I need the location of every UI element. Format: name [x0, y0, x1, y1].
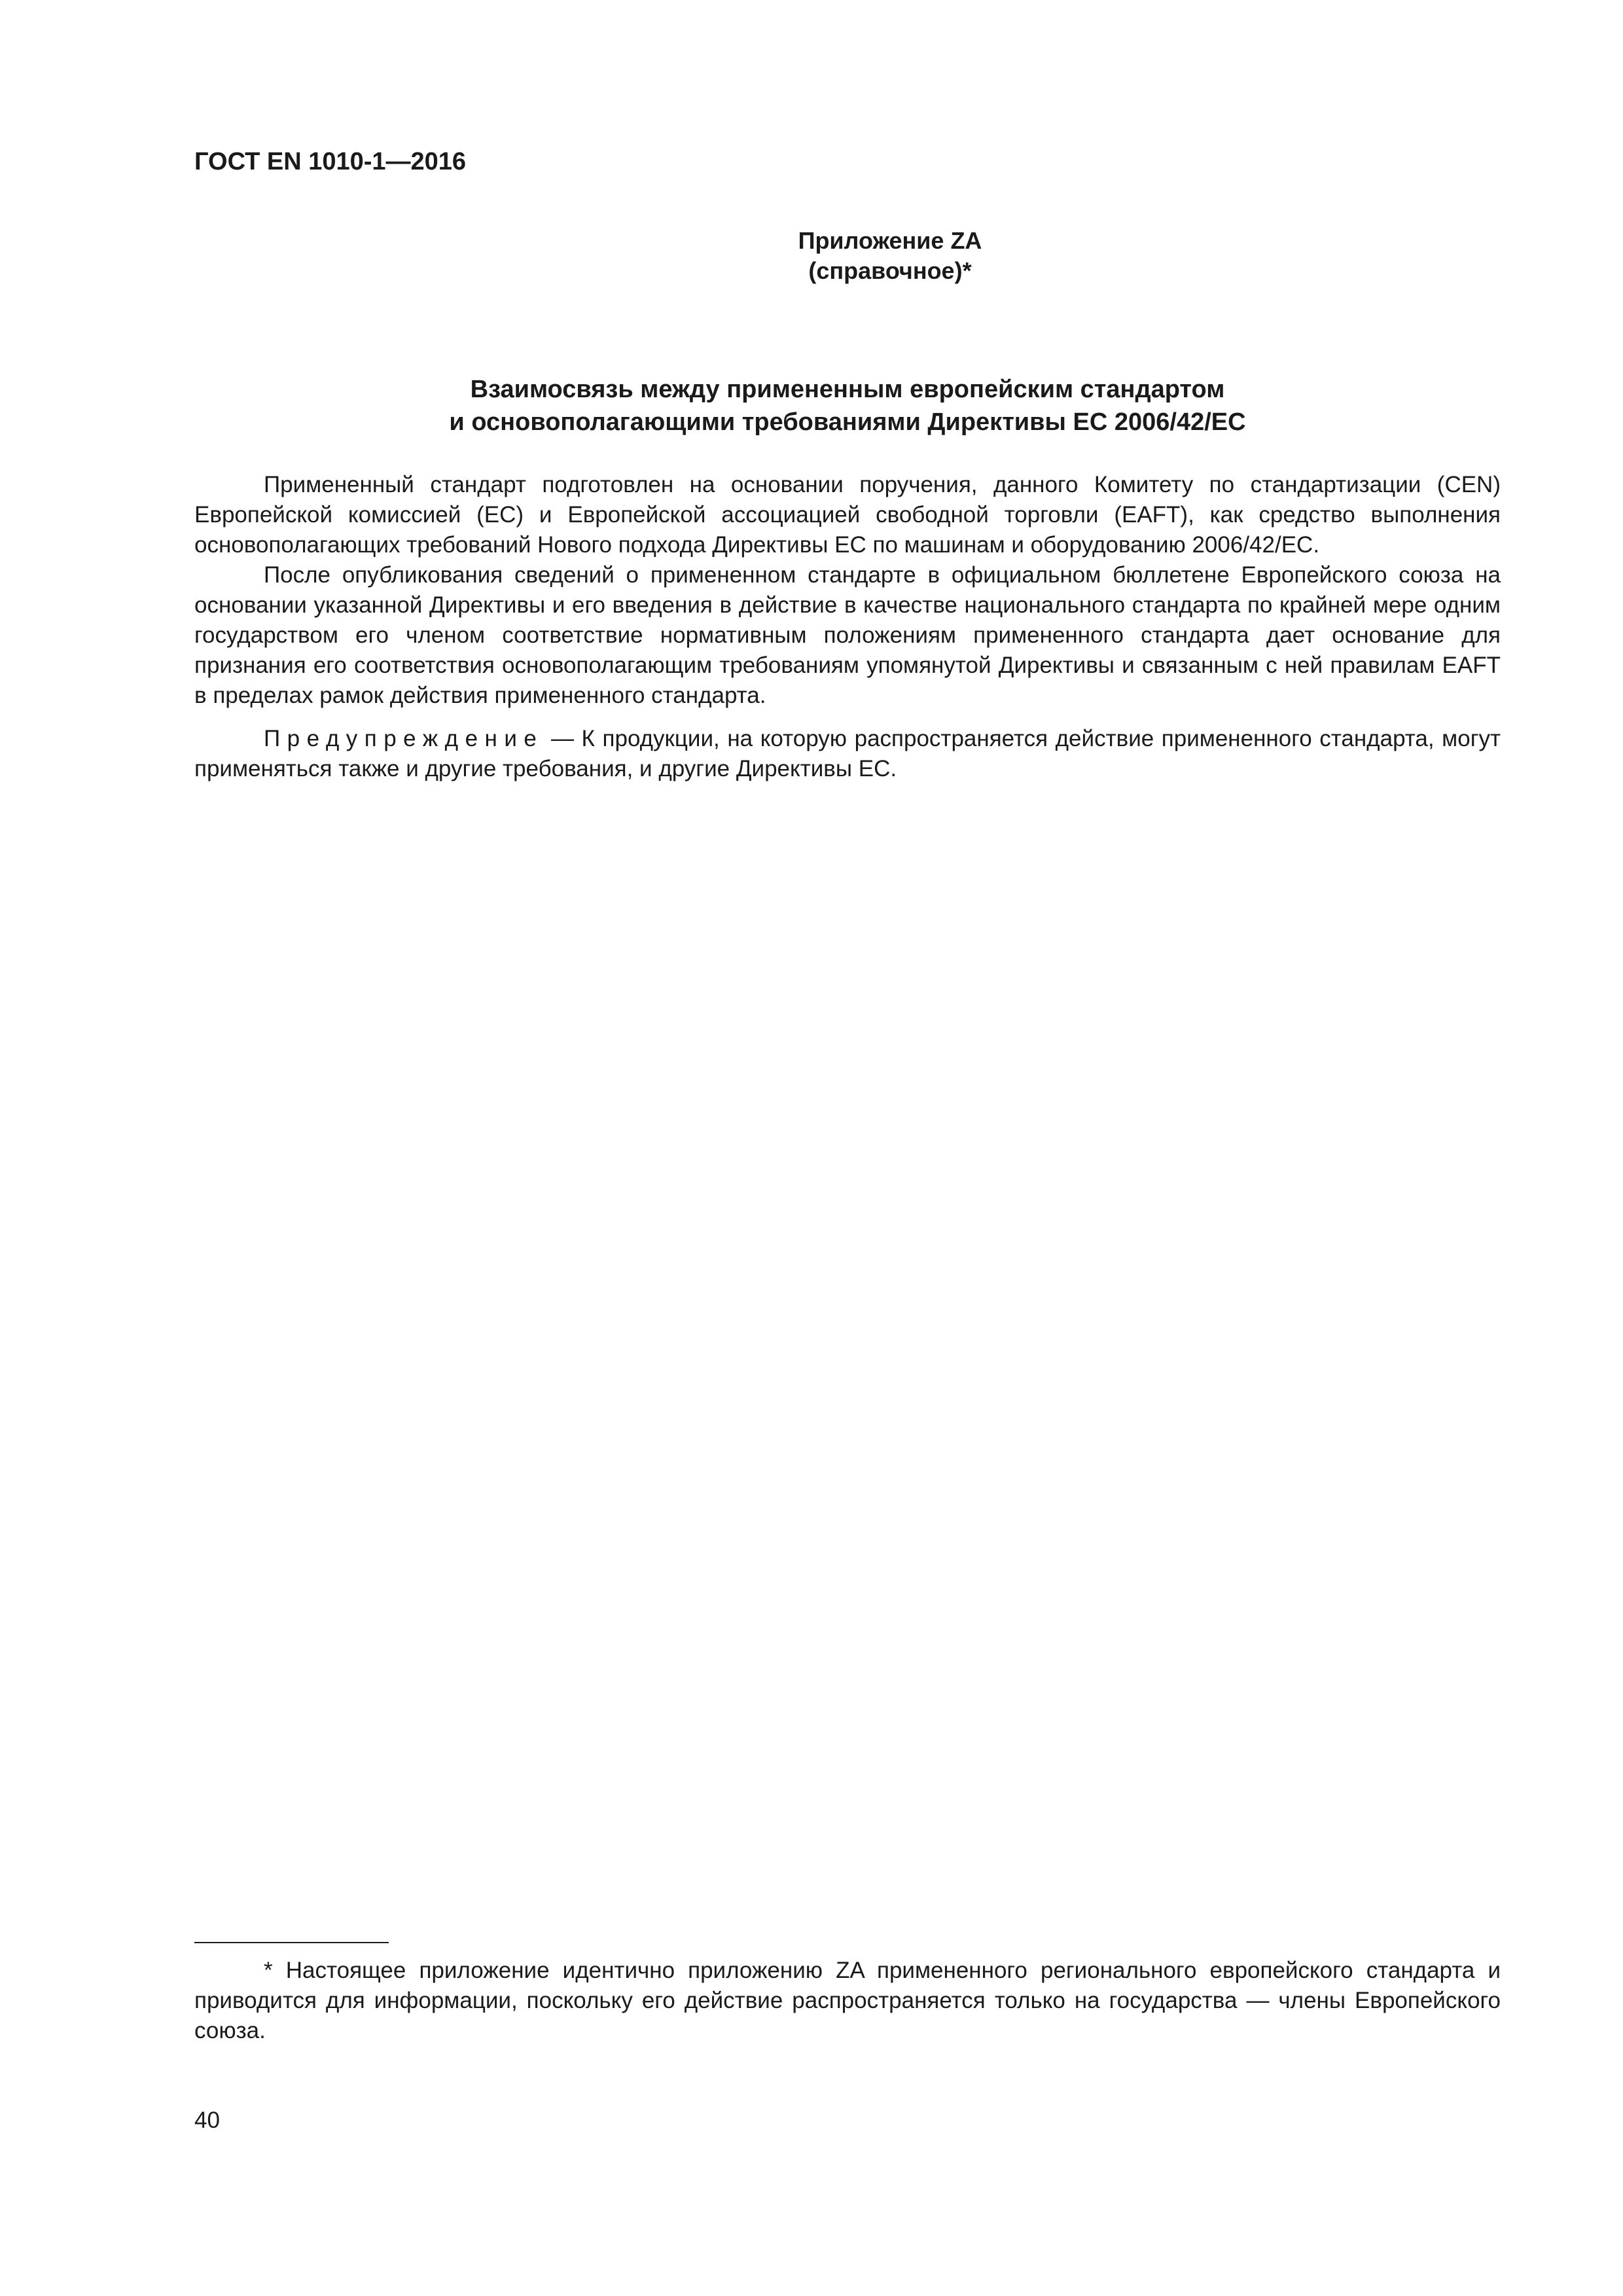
- section-title-line1: Взаимосвязь между примененным европейским стандартом: [470, 376, 1225, 403]
- section-title: [194, 373, 1501, 439]
- annex-status: (справочное)*: [808, 257, 972, 284]
- footnote-text: * Настоящее приложение идентично приложению ZA примененного регионального европейского стандарта и приводится для информации, поскольку его действие распространяется только на государства — члены Европейского союза.: [194, 1958, 1501, 2043]
- document-code-header: ГОСТ EN 1010-1—2016: [194, 148, 467, 175]
- body-paragraph-1: Примененный стандарт подготовлен на основании поручения, данного Комитету по стандартизации (CEN) Европейской комиссией (ЕС) и Европейской ассоциацией свободной торговли (EAFT), как средство выполнения основополагающих требований Нового подхода Директивы ЕС по машинам и оборудованию 2006/42/ЕС.: [194, 472, 1501, 558]
- warning-note: [194, 724, 1501, 784]
- body-paragraph-2: После опубликования сведений о примененном стандарте в официальном бюллетене Европейского союза на основании указанной Директивы и его введения в действие в качестве национального стандарта по крайней мере одним государством его членом соответствие нормативным положениям примененного стандарта дает основание для признания его соответствия основополагающим требованиям упомянутой Директивы и связанным с ней правилам EAFT в пределах рамок действия примененного стандарта.: [194, 562, 1501, 708]
- warning-text: — К продукции, на которую распространяется действие примененного стандарта, могут применяться также и другие требования, и другие Директивы ЕС.: [194, 726, 1501, 781]
- annex-body: [194, 470, 1501, 784]
- annex-title: Приложение ZA: [798, 227, 982, 254]
- footnote-separator: [194, 1942, 389, 1943]
- page-number: 40: [194, 2108, 220, 2133]
- annex-heading: [497, 226, 1283, 286]
- section-title-line2: и основополагающими требованиями Директивы ЕС 2006/42/ЕС: [449, 408, 1246, 436]
- footnote: [194, 1956, 1501, 2046]
- warning-label: Предупреждение: [264, 726, 544, 751]
